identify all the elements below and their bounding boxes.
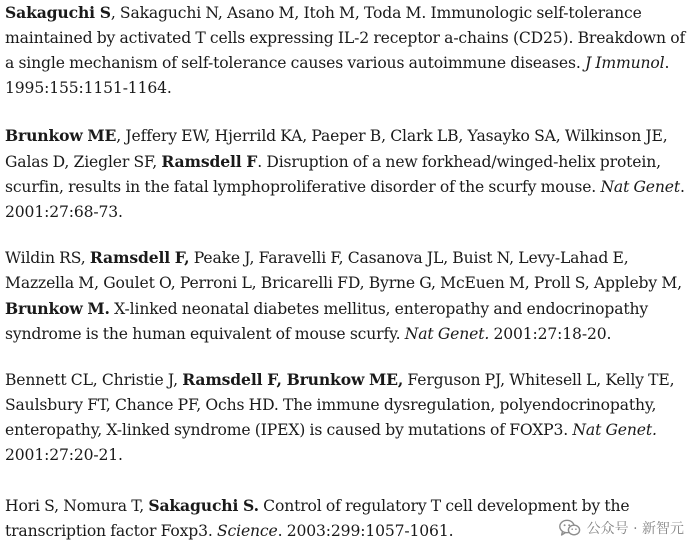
citation-details: . 2003:299:1057-1061. (277, 522, 454, 540)
reference-text: . Disruption of a new forkhead/winged-helix protein, scurfin, results in the fatal lymphoproliferative disorder of the scurfy mouse. (5, 153, 661, 196)
reference-item (5, 245, 693, 347)
reference-item (5, 367, 693, 468)
citation-details: 2001:27:20-21. (5, 446, 123, 464)
reference-text: Wildin RS, (5, 249, 90, 267)
reference-text: , Sakaguchi N, Asano M, Itoh M, Toda M. Immunologic self-tolerance maintained by activated T cells expressing IL-2 receptor a-chains (CD25). Breakdown of a single mechanism of self-tolerance causes various autoimmune diseases. (5, 4, 686, 72)
reference-text: X-linked neonatal diabetes mellitus, enteropathy and endocrinopathy syndrome is the human equivalent of mouse scurfy. (5, 300, 649, 343)
reference-text: Hori S, Nomura T, (5, 497, 149, 515)
wechat-icon (559, 519, 581, 537)
author-highlight: Sakaguchi S (5, 3, 111, 22)
reference-text: Control of regulatory T cell development by the transcription factor Foxp3. (5, 497, 630, 540)
watermark-text: 公众号 · 新智元 (586, 521, 684, 537)
reference-text: Bennett CL, Christie J, (5, 371, 183, 389)
reference-text: , Jeffery EW, Hjerrild KA, Paeper B, Clark LB, Yasayko SA, Wilkinson JE, Galas D, Ziegler SF, (5, 127, 668, 171)
citation-details: . 1995:155:1151-1164. (5, 54, 670, 97)
author-highlight: Sakaguchi S. (148, 496, 259, 515)
journal-name: Science (217, 522, 278, 540)
journal-name: Nat Genet (600, 178, 680, 196)
journal-name: Nat Genet. (404, 325, 490, 343)
author-highlight: Ramsdell F, Brunkow ME, (182, 370, 404, 389)
reference-item (5, 123, 693, 225)
reference-text: Ferguson PJ, Whitesell L, Kelly TE, Saulsbury FT, Chance PF, Ochs HD. The immune dysregulation, polyendocrinopathy, enteropathy, X-linked syndrome (IPEX) is caused by mutations of FOXP3. (5, 371, 675, 439)
citation-details: 2001:27:18-20. (489, 325, 612, 343)
author-highlight: Ramsdell F (161, 152, 258, 171)
author-highlight: Brunkow M. (5, 299, 110, 318)
journal-name: Nat Genet. (572, 421, 657, 439)
author-highlight: Ramsdell F, (89, 248, 190, 267)
reference-text: Peake J, Faravelli F, Casanova JL, Buist N, Levy-Lahad E, Mazzella M, Goulet O, Perroni L, Bricarelli FD, Byrne G, McEuen M, Proll S, Appleby M, (5, 249, 682, 292)
author-highlight: Brunkow ME (5, 126, 117, 145)
citation-details: . 2001:27:68-73. (5, 178, 685, 221)
journal-name: J Immunol (584, 54, 665, 72)
watermark (559, 518, 684, 538)
reference-item (5, 0, 693, 101)
